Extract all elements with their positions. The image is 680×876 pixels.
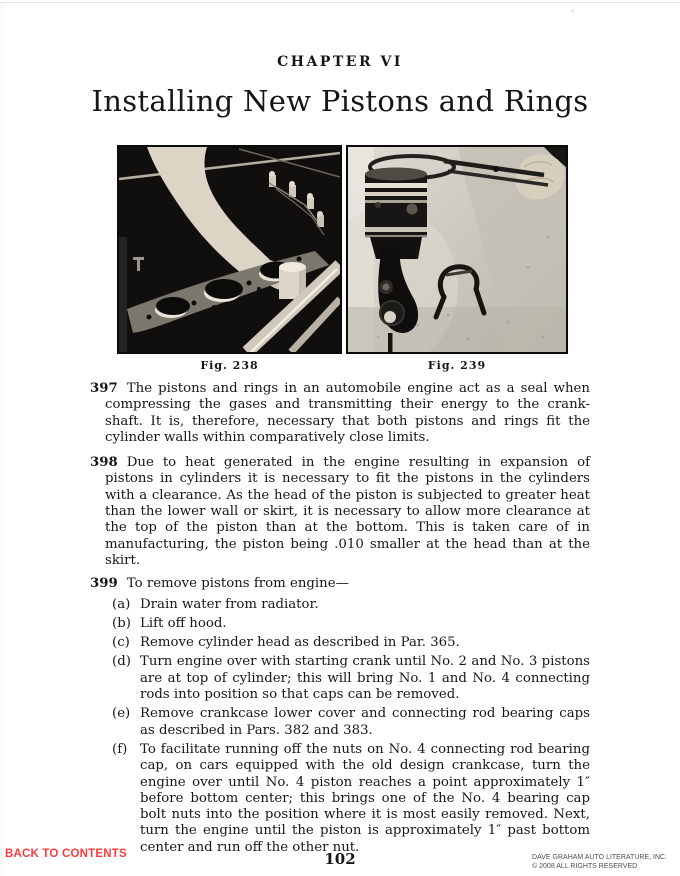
list-item-b: [90, 616, 590, 632]
list-item-text: Lift off hood.: [140, 615, 227, 631]
paragraph-398: [90, 455, 590, 569]
list-item-f: [90, 742, 590, 856]
list-item-c: [90, 635, 590, 651]
scan-edge-left: [1, 2, 2, 876]
figure-captions: [117, 359, 568, 372]
copyright-line-2: © 2008 ALL RIGHTS RESERVED: [532, 863, 638, 870]
list-marker: (d): [112, 654, 131, 670]
paragraph-399: [90, 576, 590, 592]
body-text: [90, 381, 590, 859]
list-item-text: Turn engine over with starting crank until No. 2 and No. 3 pistons are at top of cylinder; this will bring No. 1 and No. 4 connecting rods into position so that caps can be removed.: [140, 654, 590, 703]
paragraph-text: To remove pistons from engine—: [126, 576, 349, 592]
engine-bay-photo-art: [119, 147, 340, 352]
piston-photo-art: [348, 147, 566, 352]
list-marker: (b): [112, 615, 131, 631]
figure-239-photo: [346, 145, 568, 354]
list-marker: (a): [112, 596, 131, 612]
paragraph-number: 398: [90, 455, 118, 471]
list-item-a: [90, 597, 590, 613]
list-item-text: Drain water from radiator.: [140, 596, 319, 612]
list-marker: (e): [112, 706, 131, 722]
paragraph-number: 399: [90, 576, 118, 592]
copyright-line-1: DAVE GRAHAM AUTO LITERATURE, INC.: [532, 854, 667, 861]
list-marker: (f): [112, 741, 128, 757]
list-item-text: Remove crankcase lower cover and connecting rod bearing caps as described in Pars. 382 and 383.: [140, 706, 590, 738]
paragraph-397: [90, 381, 590, 446]
figures-row: [117, 145, 568, 354]
scan-edge-top: [0, 2, 680, 3]
list-marker: (c): [112, 635, 130, 651]
list-item-text: Remove cylinder head as described in Par. 365.: [140, 635, 460, 651]
copyright-notice: [532, 853, 667, 871]
page-number: 102: [324, 850, 356, 868]
paragraph-text: Due to heat generated in the engine resulting in expansion of pistons in cylinders it is necessary to fit the pistons in the cylinders with a clearance. As the head of the piston is subjected to greater heat than the lower wall or skirt, it is necessary to allow more clearance at the top of the piston than at the bottom. This is taken care of in manufacturing, the piston being .010 smaller at the head than at the skirt.: [105, 455, 590, 568]
list-item-e: [90, 706, 590, 739]
figure-caption-239: Fig. 239: [427, 359, 487, 372]
chapter-heading: CHAPTER VI: [277, 54, 403, 70]
figure-caption-238: Fig. 238: [200, 359, 259, 372]
list-item-text: To facilitate running off the nuts on No. 4 connecting rod bearing cap, on cars equipped with the old design crankcase, turn the engine over until No. 4 piston reaches a point approximately 1″ before bottom center; this brings one of the No. 4 bearing cap bolt nuts into the position where it is most easily removed. Next, turn the engine until the piston is approximately 1″ past bottom center and run off the other nut.: [140, 741, 590, 855]
paragraph-number: 397: [90, 381, 118, 396]
list-item-d: [90, 654, 590, 703]
paragraph-text: The pistons and rings in an automobile engine act as a seal when compressing the gases and transmitting their energy to the crank-shaft. It is, therefore, necessary that both pistons and rings fit the cylinder walls within comparatively close limits.: [105, 381, 590, 445]
scan-speck: [571, 9, 574, 12]
page-title: Installing New Pistons and Rings: [91, 84, 589, 118]
figure-238-photo: [117, 145, 342, 354]
back-to-contents-link[interactable]: BACK TO CONTENTS: [5, 848, 127, 860]
